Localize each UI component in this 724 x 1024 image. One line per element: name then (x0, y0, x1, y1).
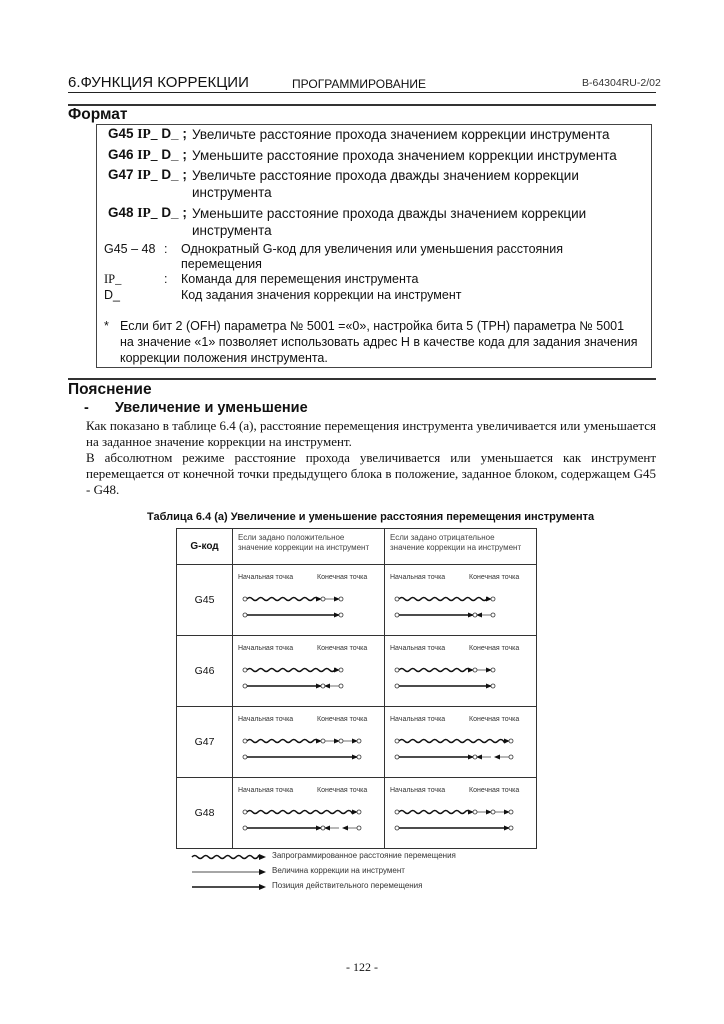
command-code: G46 (108, 147, 134, 162)
arrowhead (259, 884, 266, 890)
end-point-label: Конечная точка (317, 574, 368, 581)
end-point-label: Конечная точка (469, 787, 520, 794)
command-args: IP_ (137, 126, 158, 141)
point-marker (395, 668, 399, 672)
point-marker (395, 810, 399, 814)
format-note: Если бит 2 (OFH) параметра № 5001 =«0», настройка бита 5 (TPH) параметра № 5001 на значение «1» позволяет использовать адрес H в качестве кода для задания значения коррекции положения инструмента. (120, 319, 638, 365)
point-marker (243, 668, 247, 672)
start-point-label: Начальная точка (390, 787, 446, 794)
point-marker (395, 755, 399, 759)
point-marker (243, 755, 247, 759)
point-marker (339, 668, 343, 672)
negative-cell (385, 707, 537, 778)
command-args: IP_ (137, 167, 158, 182)
table-caption: Таблица 6.4 (а) Увеличение и уменьшение расстояния перемещения инструмента (147, 511, 595, 523)
point-marker (491, 684, 495, 688)
start-point-label: Начальная точка (238, 645, 294, 652)
positive-cell (233, 565, 385, 636)
command-description: Уменьшите расстояние прохода дважды значением коррекции инструмента (192, 206, 587, 238)
arrowhead (259, 854, 266, 860)
legend-label: Позиция действительного перемещения (272, 881, 423, 890)
end-point-label: Конечная точка (317, 645, 368, 652)
command-description: Уменьшите расстояние прохода значением коррекции инструмента (192, 148, 617, 163)
point-marker (243, 810, 247, 814)
command-code: G48 (108, 205, 134, 220)
command-d: D_ ; (161, 167, 187, 182)
definition-value: Код задания значения коррекции на инструмент (181, 288, 462, 302)
header-gcode: G-код (177, 529, 233, 565)
arrowhead (324, 826, 330, 831)
definition-value: Команда для перемещения инструмента (181, 272, 419, 286)
point-marker (243, 739, 247, 743)
movement-diagram (385, 800, 536, 840)
arrowhead (476, 755, 482, 760)
point-marker (491, 613, 495, 617)
movement-diagram (233, 658, 384, 698)
end-point-label: Конечная точка (317, 716, 368, 723)
paragraph: Как показано в таблице 6.4 (а), расстояние перемещения инструмента увеличивается или уменьшается на заданное значение коррекции на инструмент. (86, 418, 656, 449)
movement-diagram (385, 658, 536, 698)
point-marker (321, 597, 325, 601)
programmed-path (399, 811, 470, 814)
table-header-row (177, 529, 537, 565)
section-rule (68, 378, 656, 380)
note-marker: * (104, 319, 109, 333)
section-rule (68, 104, 656, 106)
movement-diagram (233, 800, 384, 840)
start-point-label: Начальная точка (238, 787, 294, 794)
paragraph: В абсолютном режиме расстояние прохода увеличивается или уменьшается как инструмент перемещается от конечной точки предыдущего блока в положение, заданное блоком, содержащем G45 - G48. (86, 450, 656, 497)
movement-diagram (385, 729, 536, 769)
arrowhead (342, 826, 348, 831)
point-marker (509, 755, 513, 759)
table-row (177, 778, 537, 849)
end-point-label: Конечная точка (469, 645, 520, 652)
start-point-label: Начальная точка (390, 645, 446, 652)
negative-cell (385, 636, 537, 707)
programmed-path (399, 740, 506, 743)
definition-key: D_ (104, 288, 120, 302)
table-row (177, 565, 537, 636)
page-number: - 122 - (346, 960, 378, 974)
end-point-label: Конечная точка (317, 787, 368, 794)
negative-cell (385, 565, 537, 636)
point-marker (357, 810, 361, 814)
point-marker (243, 826, 247, 830)
point-marker (491, 810, 495, 814)
negative-cell (385, 778, 537, 849)
command-description: Увеличьте расстояние прохода дважды значением коррекции инструмента (192, 168, 579, 200)
point-marker (395, 613, 399, 617)
table-row (177, 636, 537, 707)
command-d: D_ ; (161, 126, 187, 141)
point-marker (395, 826, 399, 830)
point-marker (395, 739, 399, 743)
programmed-path (399, 669, 470, 672)
explanation-heading: Пояснение (68, 381, 152, 398)
header-positive: Если задано положительное значение коррекции на инструмент (233, 529, 385, 565)
programmed-path (247, 811, 354, 814)
positive-cell (233, 778, 385, 849)
programmed-path (247, 669, 336, 672)
gcode-cell: G47 (177, 707, 233, 778)
point-marker (339, 597, 343, 601)
gcode-cell: G48 (177, 778, 233, 849)
command-args: IP_ (137, 205, 158, 220)
subsection-marker: - (84, 400, 89, 416)
start-point-label: Начальная точка (390, 574, 446, 581)
point-marker (357, 739, 361, 743)
start-point-label: Начальная точка (390, 716, 446, 723)
command-d: D_ ; (161, 147, 187, 162)
end-point-label: Конечная точка (469, 716, 520, 723)
point-marker (509, 810, 513, 814)
point-marker (395, 597, 399, 601)
point-marker (473, 810, 477, 814)
start-point-label: Начальная точка (238, 574, 294, 581)
definition-value: Однократный G-код для увеличения или уменьшения расстояния перемещения (181, 242, 563, 271)
arrowhead (476, 613, 482, 618)
movement-diagram (385, 587, 536, 627)
point-marker (491, 597, 495, 601)
point-marker (339, 613, 343, 617)
end-point-label: Конечная точка (469, 574, 520, 581)
legend-label: Запрограммированное расстояние перемещения (272, 851, 456, 860)
point-marker (357, 826, 361, 830)
section-title: ПРОГРАММИРОВАНИЕ (292, 77, 426, 91)
movement-diagram (233, 729, 384, 769)
command-args: IP_ (137, 147, 158, 162)
point-marker (339, 739, 343, 743)
legend-line (192, 856, 260, 859)
format-heading: Формат (68, 106, 128, 123)
definition-colon: : (164, 272, 168, 286)
document-code: B-64304RU-2/02 (582, 77, 661, 89)
point-marker (473, 668, 477, 672)
arrowhead (494, 755, 500, 760)
thin-arrow-icon (190, 865, 268, 879)
arrowhead (324, 684, 330, 689)
point-marker (395, 684, 399, 688)
legend-item-thick (190, 880, 490, 894)
point-marker (491, 668, 495, 672)
header-rule (68, 92, 656, 93)
table-row (177, 707, 537, 778)
positive-cell (233, 636, 385, 707)
point-marker (357, 755, 361, 759)
definition-key: IP_ (104, 272, 122, 286)
definition-colon: : (164, 242, 168, 256)
point-marker (243, 613, 247, 617)
command-code: G45 (108, 126, 134, 141)
legend-item-thin (190, 865, 490, 879)
point-marker (243, 684, 247, 688)
start-point-label: Начальная точка (238, 716, 294, 723)
programmed-path (247, 740, 318, 743)
arrowhead (259, 869, 266, 875)
point-marker (509, 739, 513, 743)
subsection-title: Увеличение и уменьшение (114, 400, 308, 416)
command-code: G47 (108, 167, 134, 182)
legend-label: Величина коррекции на инструмент (272, 866, 405, 875)
movement-diagram (233, 587, 384, 627)
wavy-arrow-icon (190, 850, 268, 864)
chapter-title: 6.ФУНКЦИЯ КОРРЕКЦИИ (68, 74, 249, 91)
point-marker (243, 597, 247, 601)
point-marker (321, 739, 325, 743)
point-marker (509, 826, 513, 830)
command-d: D_ ; (161, 205, 187, 220)
programmed-path (247, 598, 318, 601)
legend-item-wavy (190, 850, 490, 864)
subsection-heading (84, 400, 334, 416)
positive-cell (233, 707, 385, 778)
gcode-cell: G45 (177, 565, 233, 636)
thick-arrow-icon (190, 880, 268, 894)
definition-key: G45 – 48 (104, 242, 156, 256)
command-description: Увеличьте расстояние прохода значением коррекции инструмента (192, 127, 610, 142)
header-negative: Если задано отрицательное значение коррекции на инструмент (385, 529, 537, 565)
offset-table (176, 528, 537, 849)
point-marker (339, 684, 343, 688)
programmed-path (399, 598, 488, 601)
gcode-cell: G46 (177, 636, 233, 707)
